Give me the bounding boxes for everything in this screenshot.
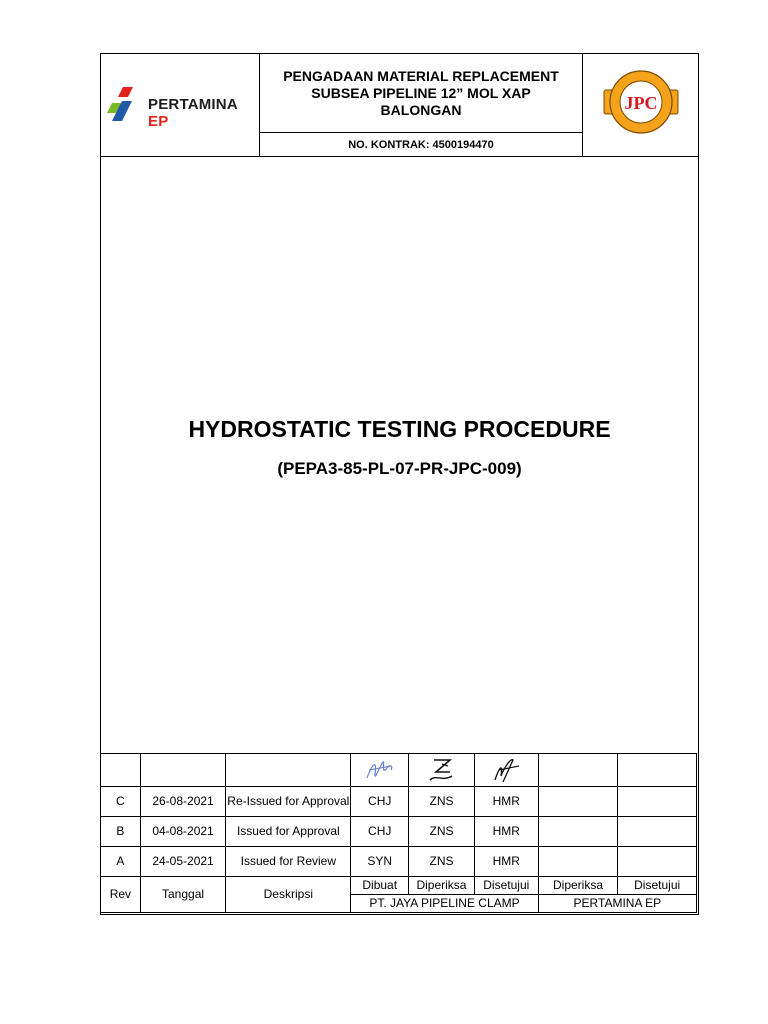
table-row: A 24-05-2021 Issued for Review SYN ZNS HMR	[101, 847, 697, 877]
jpc-logo-icon	[603, 68, 679, 136]
revision-table	[100, 753, 697, 913]
table-header-roles	[101, 877, 697, 895]
jpc-logo	[582, 54, 699, 156]
column-label-disetujui: Disetujui	[474, 877, 538, 895]
pertamina-ep-logo	[101, 54, 260, 156]
contract-number: NO. KONTRAK: 4500194470	[348, 138, 494, 151]
column-label-dibuat: Dibuat	[351, 877, 409, 895]
table-row: C 26-08-2021 Re-Issued for Approval CHJ ZNS HMR	[101, 787, 697, 817]
signature-icon	[363, 756, 397, 784]
project-title-line-3: BALONGAN	[380, 101, 462, 118]
project-title-cell	[260, 54, 582, 133]
document-header	[101, 54, 698, 157]
pertamina-wordmark: PERTAMINA EP	[148, 96, 238, 130]
signature-disetujui	[474, 754, 538, 787]
signature-dibuat	[351, 754, 409, 787]
column-label-diperiksa-client: Diperiksa	[538, 877, 618, 895]
document-number: (PEPA3-85-PL-07-PR-JPC-009)	[277, 459, 522, 478]
company-label-contractor: PT. JAYA PIPELINE CLAMP	[351, 895, 538, 913]
signature-icon	[424, 756, 458, 784]
document-cover-page	[100, 53, 699, 915]
column-label-tanggal: Tanggal	[140, 877, 225, 913]
pertamina-emblem-icon	[107, 87, 145, 123]
company-label-client: PERTAMINA EP	[538, 895, 696, 913]
project-title-line-2: SUBSEA PIPELINE 12” MOL XAP	[311, 84, 531, 101]
signature-row	[101, 754, 697, 787]
project-title-line-1: PENGADAAN MATERIAL REPLACEMENT	[283, 67, 559, 84]
column-label-deskripsi: Deskripsi	[226, 877, 351, 913]
signature-diperiksa	[409, 754, 475, 787]
column-label-disetujui-client: Disetujui	[618, 877, 697, 895]
table-row: B 04-08-2021 Issued for Approval CHJ ZNS HMR	[101, 817, 697, 847]
column-label-rev: Rev	[101, 877, 141, 913]
signature-icon	[489, 756, 523, 784]
document-title: HYDROSTATIC TESTING PROCEDURE	[188, 416, 611, 442]
jpc-logo-text: JPC	[624, 93, 658, 113]
column-label-diperiksa: Diperiksa	[409, 877, 475, 895]
